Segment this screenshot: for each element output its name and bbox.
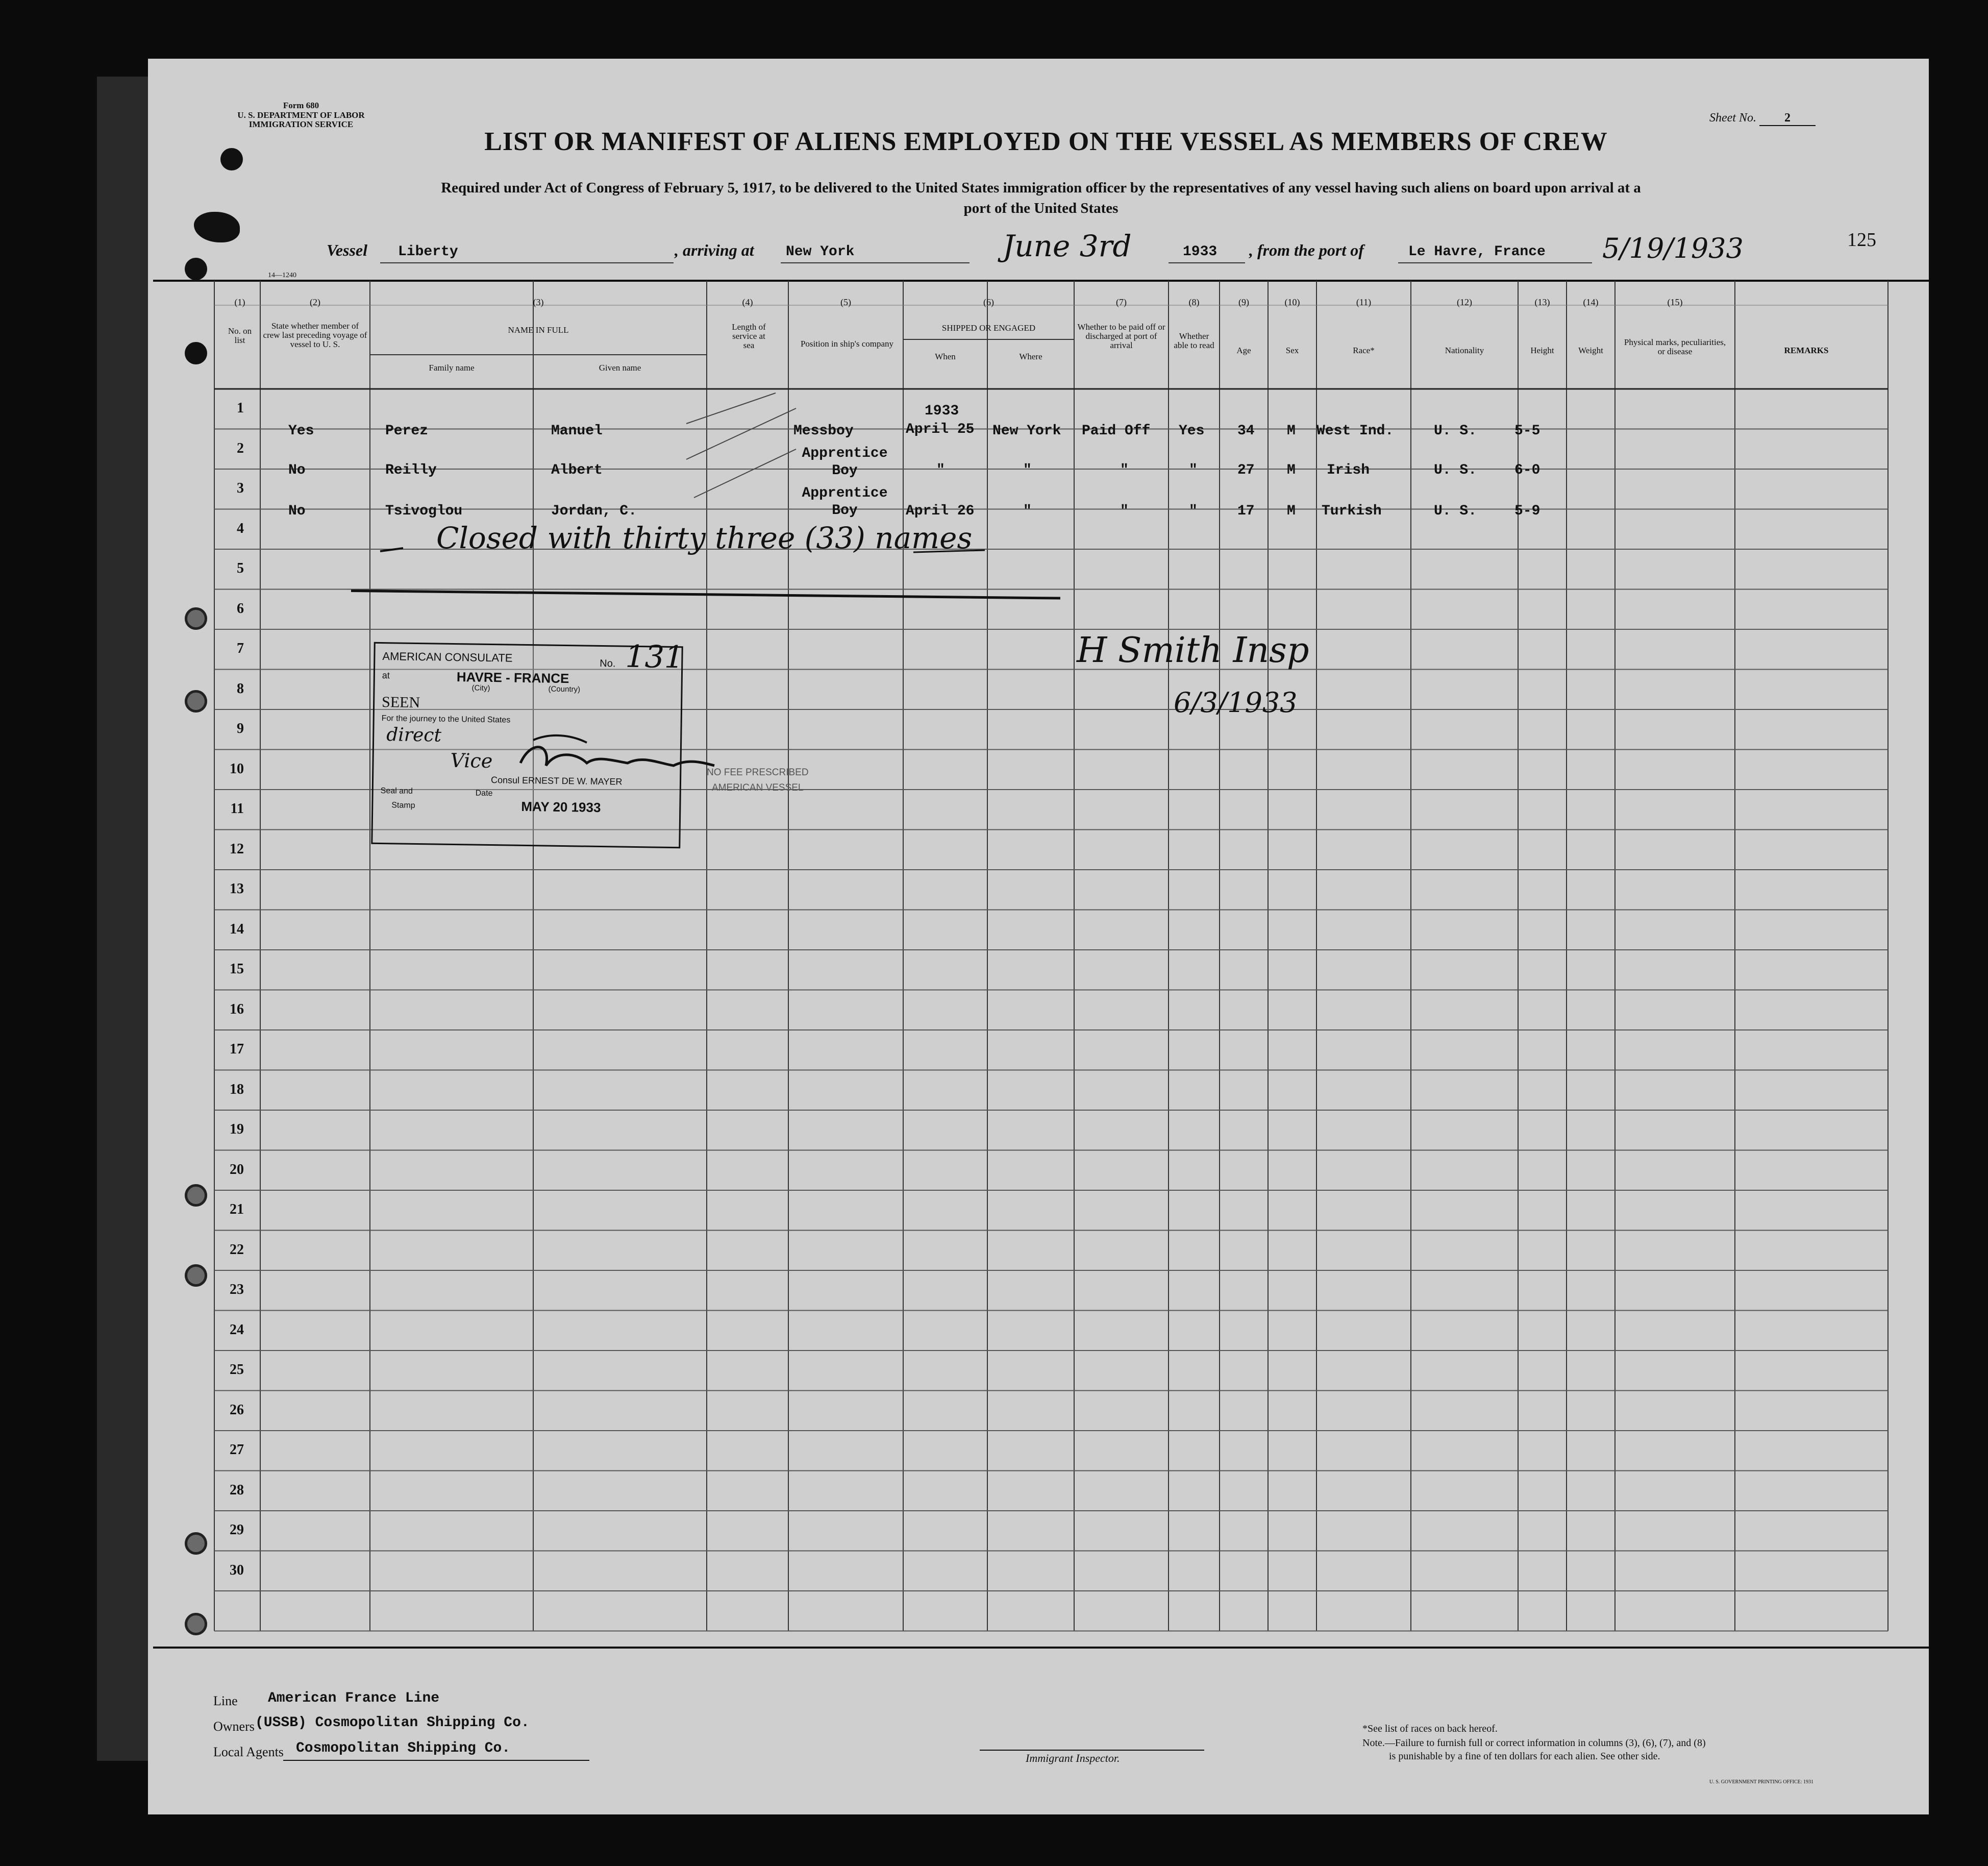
page-number: 125 bbox=[1847, 229, 1876, 251]
footnote-races: *See list of races on back hereof. bbox=[1362, 1723, 1498, 1734]
page-subtitle-line2: port of the United States bbox=[963, 200, 1119, 216]
sheet-number: 2 bbox=[1759, 111, 1816, 126]
row-number: 9 bbox=[237, 721, 244, 736]
local-agents-rule bbox=[283, 1760, 589, 1761]
stamp-journey: For the journey to the United States bbox=[381, 714, 511, 725]
row2-shipped-when: " bbox=[936, 462, 945, 478]
row2-position: Apprentice Boy bbox=[802, 446, 888, 479]
column-number: (2) bbox=[310, 297, 320, 307]
row-number: 16 bbox=[230, 1001, 244, 1017]
departure-port: Le Havre, France bbox=[1408, 244, 1546, 260]
row-number: 10 bbox=[230, 760, 244, 777]
sheet-label: Sheet No. bbox=[1709, 111, 1756, 125]
column-header-read: Whether able to read bbox=[1174, 331, 1214, 350]
arrival-year: 1933 bbox=[1183, 244, 1217, 260]
column-header-nationality: Nationality bbox=[1445, 346, 1484, 355]
row2-previous-voyage: No bbox=[288, 462, 306, 478]
row1-age: 34 bbox=[1237, 423, 1255, 439]
row-number: 6 bbox=[237, 600, 244, 617]
row-number: 30 bbox=[230, 1562, 244, 1578]
column-header-paid-off: Whether to be paid off or discharged at port of arrival bbox=[1077, 322, 1165, 350]
row2-given-name: Albert bbox=[551, 462, 603, 478]
row1-family-name: Perez bbox=[385, 423, 429, 439]
row-number: 11 bbox=[230, 801, 244, 817]
stamp-seal-label: Seal and bbox=[380, 786, 413, 796]
arriving-port: New York bbox=[786, 244, 855, 260]
row2-family-name: Reilly bbox=[385, 462, 437, 478]
row3-age: 17 bbox=[1237, 503, 1255, 519]
stamp-number: 131 bbox=[625, 639, 684, 676]
row3-paid-off: " bbox=[1120, 503, 1129, 519]
stamp-vice: Vice bbox=[450, 749, 493, 773]
row-number: 8 bbox=[237, 680, 244, 697]
row-number: 7 bbox=[237, 641, 244, 656]
immigrant-inspector-label: Immigrant Inspector. bbox=[1026, 1752, 1120, 1764]
row3-sex: M bbox=[1287, 503, 1296, 519]
row1-previous-voyage: Yes bbox=[288, 423, 314, 439]
fee-stamp-line1: NO FEE PRESCRIBED bbox=[707, 767, 809, 778]
stamp-seen: SEEN bbox=[381, 694, 420, 711]
row2-height: 6-0 bbox=[1514, 462, 1540, 478]
row-number: 12 bbox=[230, 841, 244, 857]
row1-paid-off: Paid Off bbox=[1082, 423, 1151, 439]
row1-height: 5-5 bbox=[1514, 423, 1540, 439]
stamp-date-label: Date bbox=[475, 789, 493, 798]
column-header-height: Height bbox=[1530, 346, 1554, 355]
row3-given-name: Jordan, C. bbox=[551, 503, 637, 519]
row-number: 27 bbox=[230, 1442, 244, 1458]
column-number: (11) bbox=[1356, 297, 1372, 307]
owners-label: Owners bbox=[213, 1719, 255, 1734]
row1-able-to-read: Yes bbox=[1179, 423, 1205, 439]
vessel-name: Liberty bbox=[398, 244, 458, 260]
column-header-race: Race* bbox=[1353, 346, 1375, 355]
row-number: 29 bbox=[230, 1522, 244, 1538]
page-subtitle: Required under Act of Congress of February 5, 1917, to be delivered to the United States immigration officer by the representatives of any vessel having such aliens on board upon arrival at a bbox=[441, 180, 1641, 196]
row-number: 19 bbox=[230, 1121, 244, 1137]
page-title: LIST OR MANIFEST OF ALIENS EMPLOYED ON THE VESSEL AS MEMBERS OF CREW bbox=[484, 127, 1608, 156]
column-number: (14) bbox=[1583, 297, 1599, 307]
arriving-label: , arriving at bbox=[675, 241, 754, 259]
row-number: 2 bbox=[237, 440, 244, 456]
footnote-penalty-2: is punishable by a fine of ten dollars for each alien. See other side. bbox=[1389, 1751, 1660, 1762]
row2-sex: M bbox=[1287, 462, 1296, 478]
row-number: 28 bbox=[230, 1482, 244, 1498]
stamp-no-label: No. bbox=[600, 657, 616, 670]
column-number: (7) bbox=[1116, 297, 1127, 307]
row3-nationality: U. S. bbox=[1434, 503, 1477, 519]
local-agents-label: Local Agents bbox=[213, 1745, 284, 1759]
row-number: 25 bbox=[230, 1362, 244, 1378]
owners-value: (USSB) Cosmopolitan Shipping Co. bbox=[255, 1715, 530, 1731]
pencil-stroke bbox=[686, 393, 776, 424]
column-number: (5) bbox=[840, 297, 851, 307]
stamp-stamp-label: Stamp bbox=[391, 801, 415, 810]
column-number: (3) bbox=[533, 297, 544, 307]
stamp-direct: direct bbox=[386, 724, 442, 746]
column-header-shipped: SHIPPED OR ENGAGED bbox=[941, 323, 1036, 333]
row2-shipped-where: " bbox=[1023, 462, 1032, 478]
form-number: Form 680 bbox=[283, 101, 319, 110]
row1-sex: M bbox=[1287, 423, 1296, 439]
column-header-remarks: REMARKS bbox=[1784, 346, 1829, 355]
pencil-stroke bbox=[694, 449, 796, 498]
column-header-where: Where bbox=[1019, 352, 1042, 361]
row-number: 18 bbox=[230, 1081, 244, 1097]
row-number: 14 bbox=[230, 921, 244, 937]
line-label: Line bbox=[213, 1693, 238, 1708]
row3-height: 5-9 bbox=[1514, 503, 1540, 519]
consulate-stamp bbox=[371, 639, 684, 848]
column-header-age: Age bbox=[1236, 346, 1251, 355]
column-header-weight: Weight bbox=[1578, 346, 1603, 355]
row2-paid-off: " bbox=[1120, 462, 1129, 478]
closing-note-handwritten: Closed with thirty three (33) names bbox=[436, 521, 973, 555]
row1-shipped-year: 1933 bbox=[925, 403, 959, 419]
department-name: U. S. DEPARTMENT OF LABOR bbox=[237, 110, 365, 120]
row-number: 13 bbox=[230, 881, 244, 897]
row-number: 20 bbox=[230, 1161, 244, 1177]
column-header-name: NAME IN FULL bbox=[508, 325, 569, 335]
column-number: (1) bbox=[234, 297, 245, 307]
row2-age: 27 bbox=[1237, 462, 1255, 478]
stamp-at-label: at bbox=[382, 670, 390, 681]
row-number: 17 bbox=[230, 1041, 244, 1057]
row2-nationality: U. S. bbox=[1434, 462, 1477, 478]
stamp-city-label: (City) bbox=[471, 683, 490, 693]
row3-family-name: Tsivoglou bbox=[385, 503, 463, 519]
row3-shipped-when: April 26 bbox=[906, 503, 975, 519]
row1-given-name: Manuel bbox=[551, 423, 603, 439]
stamp-consul: Consul ERNEST DE W. MAYER bbox=[490, 775, 623, 787]
row3-position: Apprentice Boy bbox=[802, 485, 888, 519]
column-header-family-name: Family name bbox=[429, 363, 475, 373]
pencil-stroke bbox=[686, 408, 796, 459]
departure-date-handwritten: 5/19/1933 bbox=[1602, 232, 1744, 264]
column-number: (15) bbox=[1667, 297, 1683, 307]
stamp-country-label: (Country) bbox=[548, 684, 581, 694]
stamp-city: HAVRE - FRANCE bbox=[456, 669, 569, 686]
form-code: 14—1240 bbox=[268, 272, 296, 279]
vessel-label: Vessel bbox=[327, 241, 367, 259]
column-header-given-name: Given name bbox=[599, 363, 641, 373]
row2-race: Irish bbox=[1327, 462, 1370, 478]
printer-imprint: U. S. GOVERNMENT PRINTING OFFICE: 1931 bbox=[1709, 1779, 1813, 1785]
local-agents-value: Cosmopolitan Shipping Co. bbox=[296, 1740, 511, 1756]
inspector-signature-line bbox=[980, 1750, 1204, 1751]
footnote-penalty-1: Note.—Failure to furnish full or correct information in columns (3), (6), (7), and (8) bbox=[1362, 1737, 1706, 1749]
row-number: 15 bbox=[230, 961, 244, 977]
row-number: 26 bbox=[230, 1402, 244, 1418]
arrival-date-handwritten: June 3rd bbox=[1003, 229, 1132, 263]
row-number: 23 bbox=[230, 1282, 244, 1297]
row3-able-to-read: " bbox=[1189, 503, 1198, 519]
column-number: (9) bbox=[1238, 297, 1249, 307]
column-number: (6) bbox=[983, 297, 994, 307]
column-number: (8) bbox=[1188, 297, 1200, 307]
fee-stamp-line2: AMERICAN VESSEL bbox=[712, 782, 804, 793]
line-value: American France Line bbox=[268, 1690, 440, 1706]
row1-shipped-when: April 25 bbox=[906, 422, 975, 437]
stamp-consulate: AMERICAN CONSULATE bbox=[382, 650, 513, 665]
column-header-previous-voyage: State whether member of crew last preceding voyage of vessel to U. S. bbox=[263, 321, 367, 349]
row-number: 5 bbox=[237, 560, 244, 576]
column-number: (10) bbox=[1284, 297, 1300, 307]
row3-race: Turkish bbox=[1322, 503, 1382, 519]
column-number: (13) bbox=[1534, 297, 1550, 307]
row3-previous-voyage: No bbox=[288, 503, 306, 519]
row-number: 21 bbox=[230, 1201, 244, 1217]
column-header-service-length: Length of service at sea bbox=[732, 322, 766, 350]
row-number: 4 bbox=[237, 520, 244, 536]
row1-position: Messboy bbox=[793, 423, 854, 439]
inspector-signature: H Smith Insp bbox=[1077, 630, 1309, 671]
row-number: 24 bbox=[230, 1321, 244, 1338]
row1-nationality: U. S. bbox=[1434, 423, 1477, 439]
column-header-number: No. on list bbox=[228, 326, 252, 345]
column-number: (12) bbox=[1457, 297, 1472, 307]
column-header-position: Position in ship's company bbox=[800, 339, 894, 349]
row-number: 3 bbox=[237, 480, 244, 496]
row1-race: West Ind. bbox=[1316, 423, 1394, 439]
row-number: 22 bbox=[230, 1241, 244, 1258]
service-name: IMMIGRATION SERVICE bbox=[248, 119, 354, 130]
stamp-date: MAY 20 1933 bbox=[521, 798, 601, 816]
row-number: 1 bbox=[237, 400, 244, 416]
row2-able-to-read: " bbox=[1189, 462, 1198, 478]
row3-shipped-where: " bbox=[1023, 503, 1032, 519]
column-header-physical-marks: Physical marks, peculiarities, or disease bbox=[1624, 337, 1726, 356]
inspector-signature-date: 6/3/1933 bbox=[1174, 686, 1298, 719]
from-port-label: , from the port of bbox=[1249, 241, 1364, 259]
column-header-sex: Sex bbox=[1285, 346, 1299, 355]
row1-shipped-where: New York bbox=[992, 423, 1061, 439]
column-number: (4) bbox=[742, 297, 753, 307]
column-header-when: When bbox=[935, 352, 956, 361]
